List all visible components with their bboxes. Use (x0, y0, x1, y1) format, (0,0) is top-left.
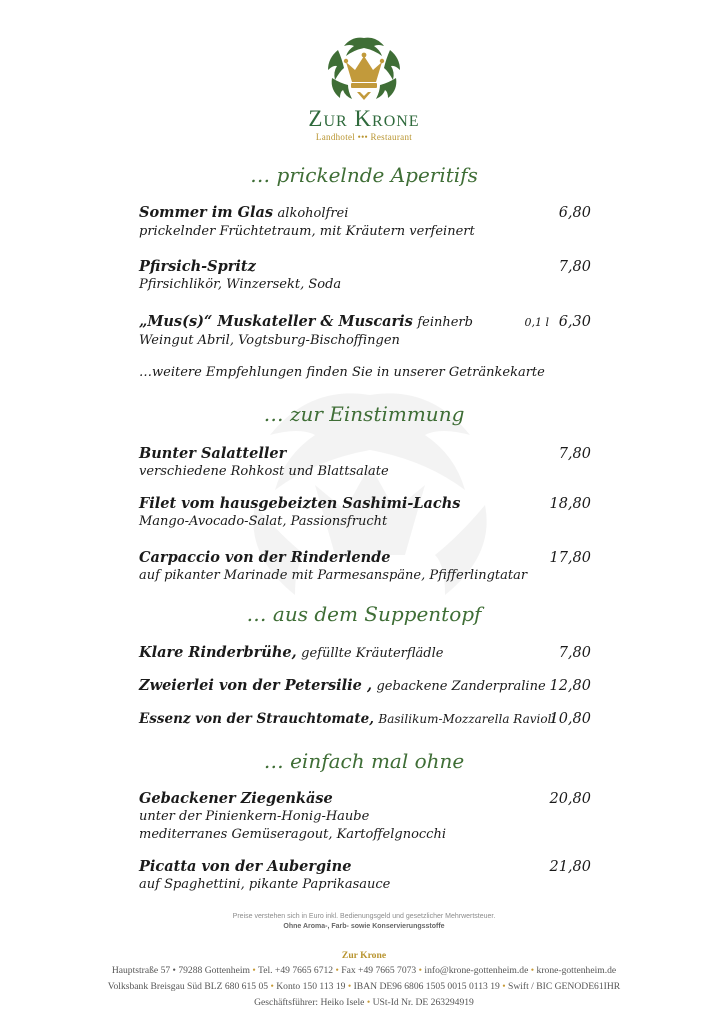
item-price: 20,80 (549, 791, 591, 807)
item-title: Zweierlei von der Petersilie , (139, 677, 373, 694)
item-price: 17,80 (549, 550, 591, 566)
item-price: 7,80 (558, 259, 591, 275)
item-description: verschiedene Rohkost und Blattsalate (139, 464, 389, 479)
footer-website[interactable]: krone-gottenheim.de (536, 965, 617, 976)
crown-wreath-icon (324, 34, 404, 106)
separator-dot: • (347, 981, 352, 992)
footer-fax: Fax +49 7665 7073 (341, 965, 417, 976)
section-heading-ohne: … einfach mal ohne (263, 749, 465, 773)
menu-item (139, 495, 591, 531)
footer-phone: Tel. +49 7665 6712 (258, 965, 334, 976)
item-description: auf Spaghettini, pikante Paprikasauce (139, 877, 391, 892)
item-description: Weingut Abril, Vogtsburg-Bischoffingen (139, 333, 400, 348)
footer-title: Zur Krone (341, 950, 387, 961)
fine-print-prices: Preise verstehen sich in Euro inkl. Bedienungsgeld und gesetzlicher Mehrwertsteuer. (232, 913, 496, 920)
brand-subtitle: Landhotel ••• Restaurant (315, 132, 413, 142)
menu-item (139, 204, 591, 241)
separator-dot: • (530, 965, 535, 976)
footer-swift: Swift / BIC GENODE61IHR (507, 981, 621, 992)
footer-manager: Geschäftsführer: Heiko Isele (254, 997, 365, 1008)
item-title: Filet vom hausgebeizten Sashimi-Lachs (139, 495, 461, 512)
footer-vat: USt-Id Nr. DE 263294919 (372, 997, 474, 1008)
item-price: 12,80 (549, 678, 591, 694)
item-title: Bunter Salatteller (139, 445, 287, 462)
footer-contact (0, 965, 728, 976)
item-price: 6,80 (558, 205, 591, 221)
logo (296, 34, 432, 144)
item-price: 18,80 (549, 496, 591, 512)
item-price: 7,80 (558, 645, 591, 661)
item-price: 6,30 (558, 314, 591, 330)
item-price: 21,80 (549, 859, 591, 875)
item-title: Picatta von der Aubergine (139, 858, 352, 875)
item-title-suffix: gefüllte Kräuterflädle (301, 646, 444, 661)
menu-item (139, 710, 591, 728)
menu-item (139, 790, 591, 844)
menu-item (139, 445, 591, 481)
separator-dot: • (418, 965, 422, 976)
item-title-suffix: gebackene Zanderpraline (376, 679, 546, 694)
brand-name: Zur Krone (308, 106, 420, 131)
fine-print-ingredients-text: Ohne Aroma-, Farb- sowie Konservierungsstoffe (283, 923, 445, 930)
item-description: mediterranes Gemüseragout, Kartoffelgnocchi (139, 827, 446, 842)
item-title: Essenz von der Strauchtomate, (139, 711, 374, 727)
section-heading-aperitifs: … prickelnde Aperitifs (250, 163, 478, 187)
item-title: Sommer im Glas (139, 204, 274, 221)
item-description: Pfirsichlikör, Winzersekt, Soda (139, 277, 342, 292)
footer-email[interactable]: info@krone-gottenheim.de (424, 965, 529, 976)
item-title-suffix: feinherb (417, 315, 473, 330)
item-description: prickelnder Früchtetraum, mit Kräutern verfeinert (139, 224, 475, 239)
separator-dot: • (335, 965, 339, 976)
recommendation-note: …weitere Empfehlungen finden Sie in unserer Getränkekarte (139, 365, 545, 380)
menu-item (139, 858, 591, 894)
footer-address: Hauptstraße 57 • 79288 Gottenheim (111, 965, 250, 976)
item-description: Mango-Avocado-Salat, Passionsfrucht (139, 514, 388, 529)
item-price: 10,80 (549, 711, 591, 727)
item-title: Pfirsich-Spritz (139, 258, 256, 275)
separator-dot: • (252, 965, 256, 976)
item-title-suffix: alkoholfrei (277, 206, 349, 221)
separator-dot: • (366, 997, 371, 1008)
item-title: „Mus(s)“ Muskateller & Muscaris (139, 313, 413, 330)
item-title: Klare Rinderbrühe, (139, 644, 297, 661)
section-heading-einstimmung: … zur Einstimmung (263, 402, 465, 426)
separator-dot: • (502, 981, 506, 992)
footer-legal (0, 997, 728, 1008)
item-title: Carpaccio von der Rinderlende (139, 549, 391, 566)
item-volume: 0,1 l (524, 316, 549, 329)
menu-item (139, 549, 591, 585)
item-description: unter der Pinienkern-Honig-Haube (139, 809, 370, 824)
menu-item (139, 677, 591, 696)
item-title: Gebackener Ziegenkäse (139, 790, 333, 807)
section-heading-suppentopf: … aus dem Suppentopf (246, 602, 482, 626)
separator-dot: • (270, 981, 274, 992)
item-price: 7,80 (558, 446, 591, 462)
item-title-suffix: Basilikum-Mozzarella Ravioli (378, 712, 556, 726)
menu-item (139, 644, 591, 663)
footer-bank (0, 981, 728, 992)
menu-item (139, 258, 591, 294)
footer-account: Konto 150 113 19 (276, 981, 346, 992)
item-description: auf pikanter Marinade mit Parmesanspäne, Pfifferlingtatar (139, 568, 528, 583)
footer-iban: IBAN DE96 6806 1505 0015 0113 19 (353, 981, 500, 992)
fine-print-ingredients (0, 923, 728, 930)
footer-bank-name: Volksbank Breisgau Süd BLZ 680 615 05 (107, 981, 269, 992)
menu-item (139, 313, 591, 350)
